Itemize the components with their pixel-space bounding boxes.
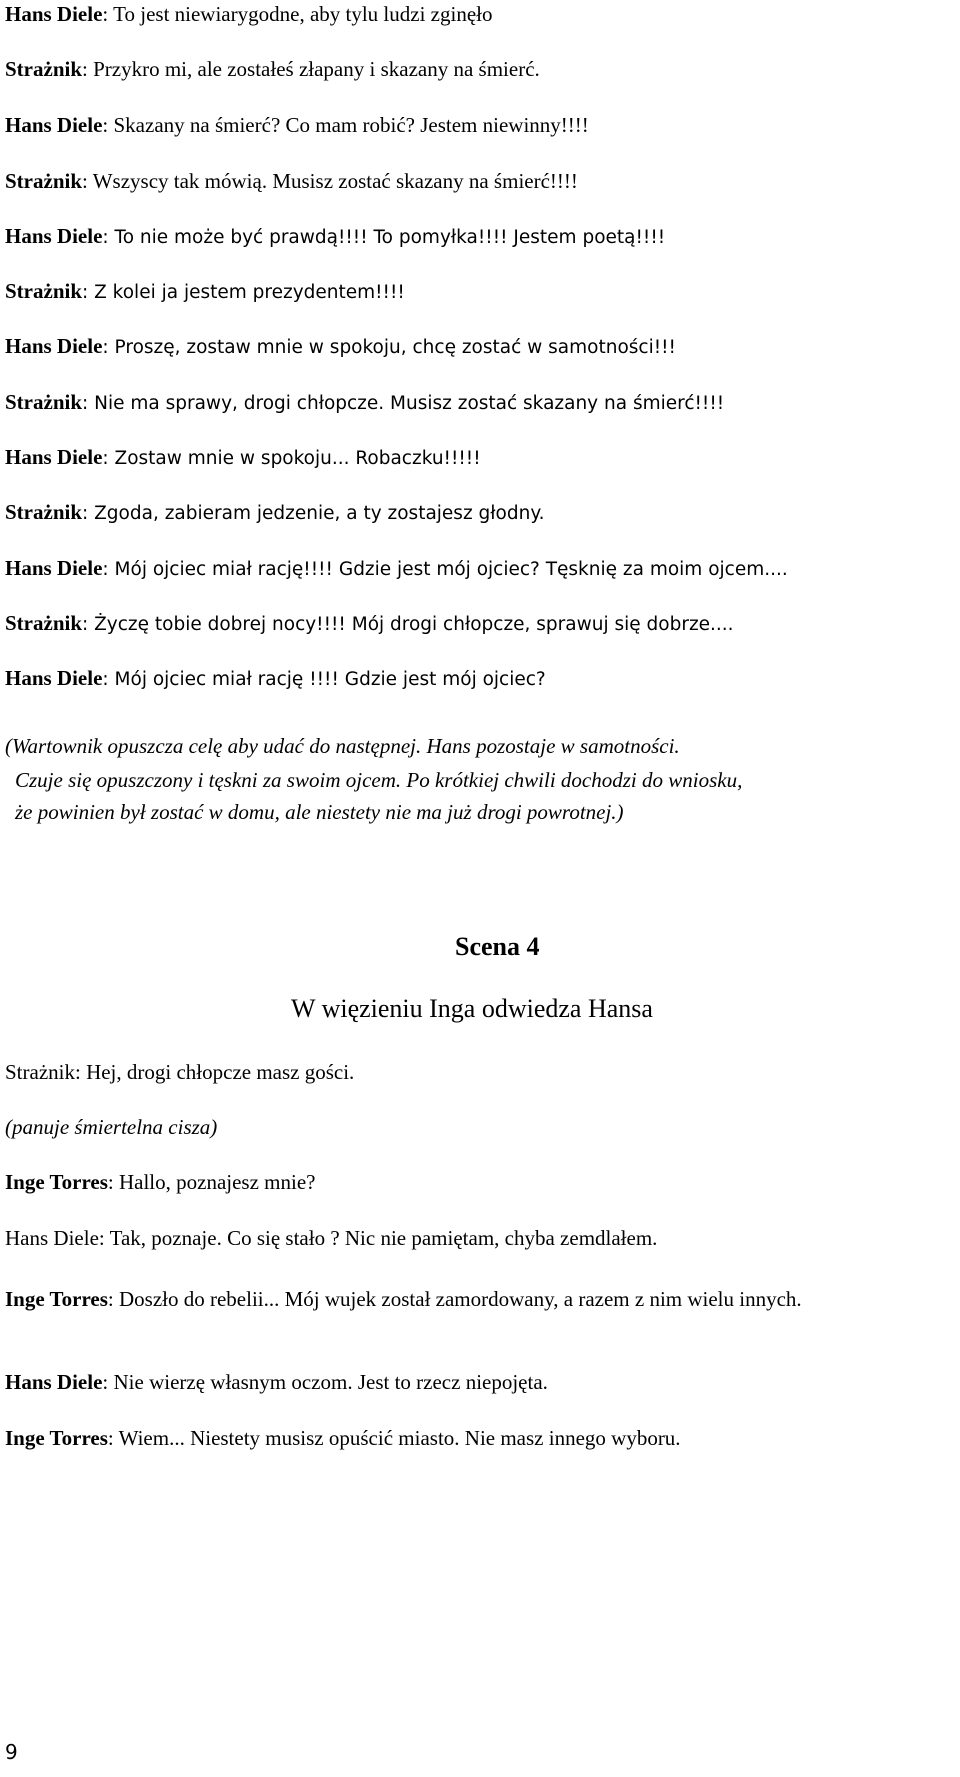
speaker-name: Strażnik	[5, 279, 83, 303]
dialogue-text: : Skazany na śmierć? Co mam robić? Jestem niewinny!!!!	[102, 113, 589, 137]
page-number: 9	[5, 1740, 18, 1764]
dialogue-text: : Życzę tobie dobrej nocy!!!! Mój drogi chłopcze, sprawuj się dobrze....	[82, 614, 734, 635]
speaker-name: Strażnik	[5, 611, 83, 635]
speaker-name: Hans Diele	[5, 113, 103, 137]
dialogue-line	[5, 334, 676, 359]
dialogue-text: : Zostaw mnie w spokoju... Robaczku!!!!!	[102, 448, 481, 469]
stage-direction-line: (Wartownik opuszcza celę aby udać do następnej. Hans pozostaje w samotności.	[5, 734, 680, 758]
dialogue-text: : Wiem... Niestety musisz opuścić miasto. Nie masz innego wyboru.	[107, 1426, 681, 1450]
dialogue-text: : Doszło do rebelii... Mój wujek został zamordowany, a razem z nim wielu innych.	[107, 1287, 802, 1311]
dialogue-text: : Zgoda, zabieram jedzenie, a ty zostajesz głodny.	[82, 503, 545, 524]
dialogue-line	[5, 1370, 548, 1395]
dialogue-line	[5, 666, 546, 691]
speaker-name: Strażnik	[5, 390, 83, 414]
speaker-name: Strażnik	[5, 500, 83, 524]
dialogue-text: : Hallo, poznajesz mnie?	[107, 1170, 316, 1194]
stage-direction-line: Czuje się opuszczony i tęskni za swoim ojcem. Po krótkiej chwili dochodzi do wniosku,	[15, 768, 743, 792]
speaker-name: Hans Diele	[5, 334, 103, 358]
dialogue-text: : Nie wierzę własnym oczom. Jest to rzecz niepojęta.	[102, 1370, 548, 1394]
dialogue-line	[5, 500, 545, 525]
dialogue-line	[5, 2, 492, 27]
dialogue-text: : Nie ma sprawy, drogi chłopcze. Musisz zostać skazany na śmierć!!!!	[82, 393, 725, 414]
dialogue-text: : Przykro mi, ale zostałeś złapany i skazany na śmierć.	[82, 57, 540, 81]
dialogue-text: : To jest niewiarygodne, aby tylu ludzi zginęło	[102, 2, 493, 26]
stage-direction-text: (panuje śmiertelna cisza)	[5, 1115, 218, 1139]
stage-direction-line: że powinien był zostać w domu, ale niestety nie ma już drogi powrotnej.)	[15, 800, 624, 824]
speaker-name: Strażnik	[5, 169, 83, 193]
dialogue-text: : Mój ojciec miał rację !!!! Gdzie jest mój ojciec?	[102, 669, 546, 690]
dialogue-text: : Mój ojciec miał rację!!!! Gdzie jest mój ojciec? Tęsknię za moim ojcem....	[102, 559, 788, 580]
stage-direction-line	[5, 1115, 217, 1140]
speaker-name: Hans Diele	[5, 224, 103, 248]
dialogue-line	[5, 279, 405, 304]
dialogue-line: Hans Diele: Tak, poznaje. Co się stało ? Nic nie pamiętam, chyba zemdlałem.	[5, 1226, 658, 1250]
dialogue-line	[5, 1282, 955, 1316]
dialogue-line	[5, 445, 481, 470]
dialogue-line: Strażnik: Hej, drogi chłopcze masz gości.	[5, 1060, 355, 1084]
dialogue-text: : Wszyscy tak mówią. Musisz zostać skazany na śmierć!!!!	[82, 169, 578, 193]
dialogue-line	[5, 57, 540, 82]
speaker-name: Hans Diele	[5, 2, 103, 26]
dialogue-text: : Proszę, zostaw mnie w spokoju, chcę zostać w samotności!!!	[102, 337, 676, 358]
speaker-name: Inge Torres	[5, 1170, 108, 1194]
dialogue-line	[5, 390, 724, 415]
dialogue-text: : To nie może być prawdą!!!! To pomyłka!!!! Jestem poetą!!!!	[102, 227, 666, 248]
speaker-name: Hans Diele	[5, 556, 103, 580]
speaker-name: Hans Diele	[5, 1370, 103, 1394]
dialogue-line	[5, 611, 734, 636]
dialogue-line	[5, 113, 589, 138]
speaker-name: Strażnik	[5, 57, 83, 81]
scene-subtitle: W więzieniu Inga odwiedza Hansa	[291, 994, 653, 1023]
speaker-name: Inge Torres	[5, 1287, 108, 1311]
speaker-name: Hans Diele	[5, 445, 103, 469]
speaker-name: Inge Torres	[5, 1426, 108, 1450]
dialogue-line	[5, 224, 665, 249]
dialogue-text: : Z kolei ja jestem prezydentem!!!!	[82, 282, 405, 303]
scene-title: Scena 4	[455, 932, 540, 961]
dialogue-line	[5, 1170, 315, 1195]
speaker-name: Hans Diele	[5, 666, 103, 690]
dialogue-line	[5, 169, 578, 194]
dialogue-line	[5, 556, 788, 581]
dialogue-line	[5, 1426, 681, 1451]
